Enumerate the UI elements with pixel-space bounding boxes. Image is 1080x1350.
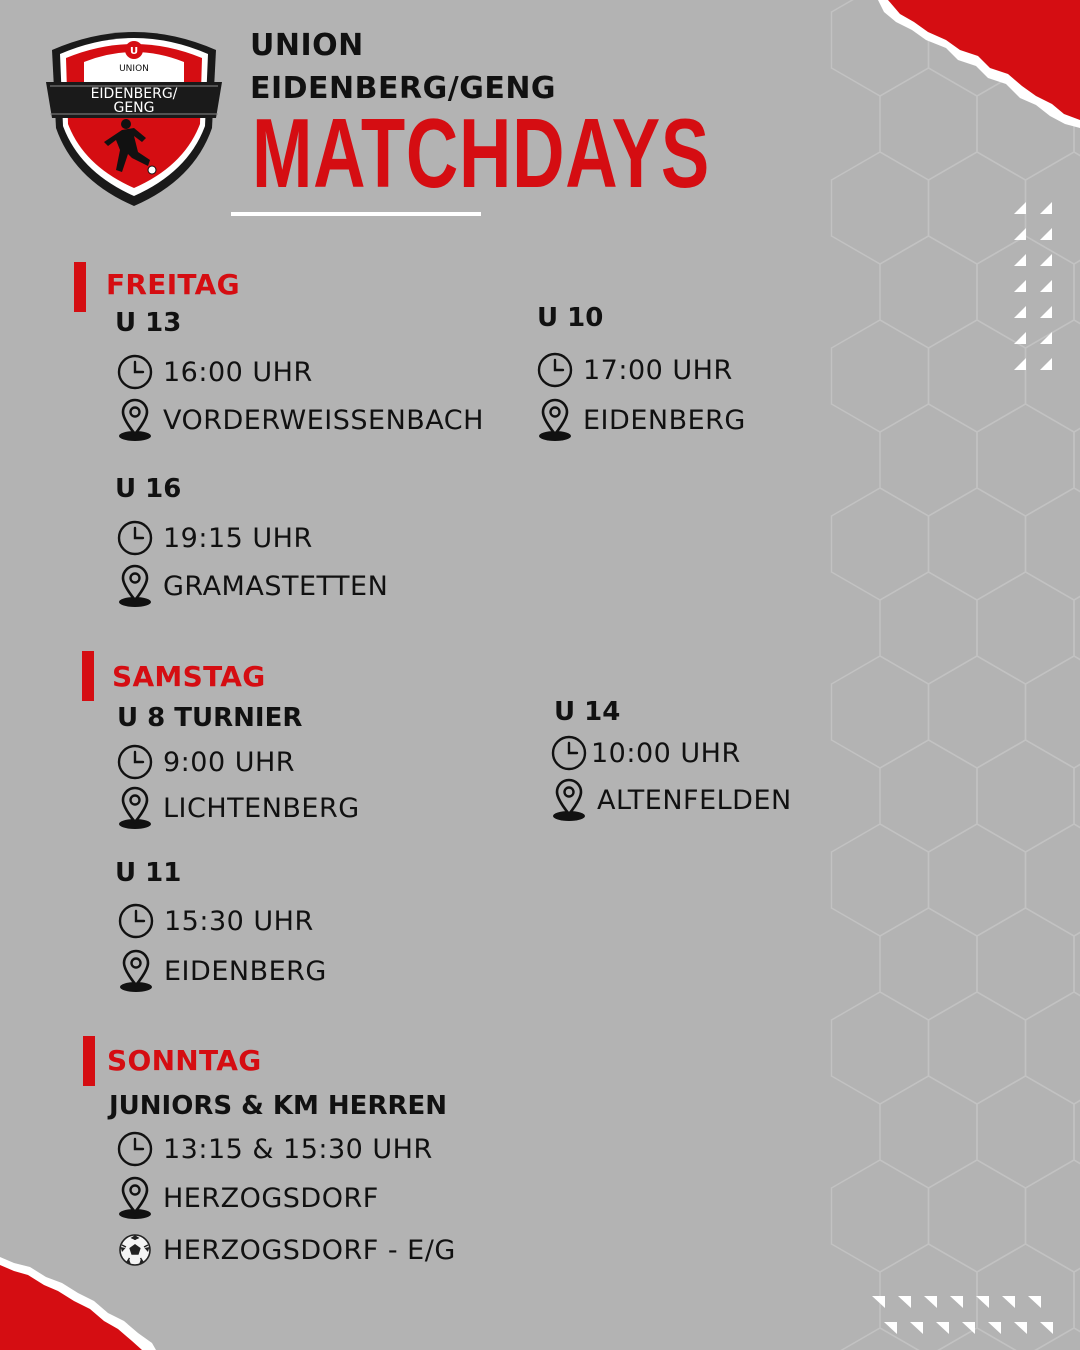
match-row-km <box>115 1228 456 1272</box>
time-row-u14 <box>549 731 741 775</box>
time-row-km <box>115 1127 433 1171</box>
triangle-mark <box>910 1322 923 1334</box>
location-pin-icon <box>115 786 155 830</box>
svg-text:GENG: GENG <box>113 100 155 116</box>
day-label-sonntag: SONNTAG <box>107 1044 262 1077</box>
time-text: 16:00 UHR <box>163 356 313 388</box>
triangle-mark <box>1014 254 1026 266</box>
place-text: GRAMASTETTEN <box>163 570 389 602</box>
page-title: MATCHDAYS <box>252 98 710 208</box>
team-label-u10: U 10 <box>537 303 604 333</box>
triangle-mark <box>884 1322 897 1334</box>
place-row-km <box>115 1176 379 1220</box>
triangle-mark <box>1040 228 1052 240</box>
time-text: 13:15 & 15:30 UHR <box>163 1133 433 1165</box>
triangle-mark <box>1028 1296 1041 1308</box>
triangle-mark <box>924 1296 937 1308</box>
triangle-mark <box>976 1296 989 1308</box>
place-row-u16 <box>115 564 388 608</box>
place-row-u8 <box>115 786 360 830</box>
triangle-mark <box>898 1296 911 1308</box>
team-label-u11: U 11 <box>115 858 182 888</box>
time-row-u10 <box>535 348 733 392</box>
triangle-mark <box>1040 280 1052 292</box>
team-label-u13: U 13 <box>115 308 182 338</box>
triangle-pattern-bottom <box>870 1292 1060 1340</box>
triangle-mark <box>872 1296 885 1308</box>
triangle-mark <box>1040 358 1052 370</box>
time-text: 19:15 UHR <box>163 522 313 554</box>
team-label-u8: U 8 TURNIER <box>117 703 303 733</box>
triangle-mark <box>1014 358 1026 370</box>
triangle-mark <box>1040 202 1052 214</box>
team-label-juniors-km-herren: JUNIORS & KM HERREN <box>109 1091 447 1121</box>
place-text: EIDENBERG <box>583 404 746 436</box>
triangle-mark <box>1014 280 1026 292</box>
svg-text:U: U <box>129 46 139 57</box>
club-logo <box>44 20 224 210</box>
clock-icon <box>115 516 155 560</box>
clock-icon <box>115 350 155 394</box>
day-label-freitag: FREITAG <box>106 268 240 301</box>
soccer-ball-icon <box>115 1228 155 1272</box>
triangle-mark <box>936 1322 949 1334</box>
time-text: 17:00 UHR <box>583 354 733 386</box>
svg-text:UNION: UNION <box>119 64 149 74</box>
triangle-pattern-right <box>1012 200 1058 385</box>
triangle-mark <box>1014 1322 1027 1334</box>
title-underline <box>231 212 481 216</box>
clock-icon <box>115 1127 155 1171</box>
freitag-accent-bar <box>74 262 86 312</box>
place-row-u11 <box>116 949 327 993</box>
match-text: HERZOGSDORF - E/G <box>163 1234 456 1266</box>
club-name-line1: UNION <box>250 28 364 63</box>
svg-text:EIDENBERG/: EIDENBERG/ <box>90 86 178 102</box>
time-row-u13 <box>115 350 313 394</box>
day-label-samstag: SAMSTAG <box>112 660 266 693</box>
triangle-mark <box>988 1322 1001 1334</box>
clock-icon <box>116 899 156 943</box>
samstag-accent-bar <box>82 651 94 701</box>
clock-icon <box>535 348 575 392</box>
clock-icon <box>115 740 155 784</box>
location-pin-icon <box>115 564 155 608</box>
time-text: 10:00 UHR <box>591 737 741 769</box>
location-pin-icon <box>116 949 156 993</box>
time-text: 9:00 UHR <box>163 746 296 778</box>
triangle-mark <box>1040 254 1052 266</box>
location-pin-icon <box>115 398 155 442</box>
place-text: HERZOGSDORF <box>163 1182 379 1214</box>
sonntag-accent-bar <box>83 1036 95 1086</box>
triangle-mark <box>1014 202 1026 214</box>
time-text: 15:30 UHR <box>164 905 314 937</box>
triangle-mark <box>1040 1322 1053 1334</box>
clock-icon <box>549 731 589 775</box>
place-row-u14 <box>549 778 792 822</box>
triangle-mark <box>1014 228 1026 240</box>
triangle-mark <box>1014 332 1026 344</box>
time-row-u8 <box>115 740 295 784</box>
triangle-mark <box>1014 306 1026 318</box>
time-row-u16 <box>115 516 313 560</box>
place-text: EIDENBERG <box>164 955 327 987</box>
triangle-mark <box>1040 332 1052 344</box>
location-pin-icon <box>115 1176 155 1220</box>
time-row-u11 <box>116 899 314 943</box>
place-row-u10 <box>535 398 746 442</box>
team-label-u14: U 14 <box>554 697 621 727</box>
place-text: VORDERWEISSENBACH <box>163 404 484 436</box>
triangle-mark <box>1040 306 1052 318</box>
place-text: ALTENFELDEN <box>597 784 792 816</box>
triangle-mark <box>962 1322 975 1334</box>
place-text: LICHTENBERG <box>163 792 360 824</box>
triangle-mark <box>1002 1296 1015 1308</box>
location-pin-icon <box>535 398 575 442</box>
triangle-mark <box>950 1296 963 1308</box>
location-pin-icon <box>549 778 589 822</box>
team-label-u16: U 16 <box>115 474 182 504</box>
club-name-line2: EIDENBERG/GENG <box>250 71 557 106</box>
place-row-u13 <box>115 398 484 442</box>
torn-paper-top-right <box>860 0 1080 135</box>
